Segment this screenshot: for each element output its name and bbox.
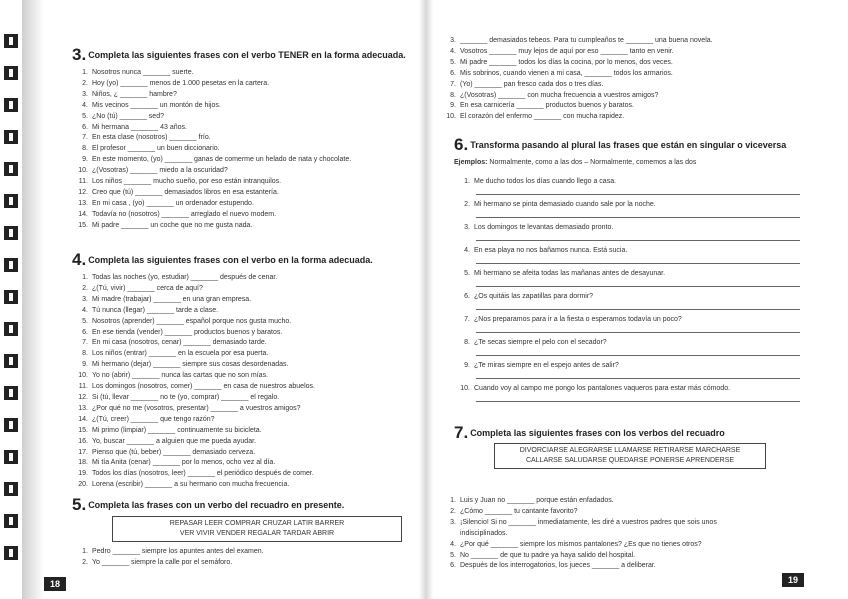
answer-line[interactable] — [476, 326, 800, 333]
exercise-item: 1. Pedro _______ siempre los apuntes antes del examen. — [82, 548, 264, 555]
binding-ring — [4, 354, 18, 368]
binding-ring — [4, 130, 18, 144]
exercise-item: 2. ¿Cómo _______ tu cantante favorito? — [450, 507, 578, 515]
exercise-items — [72, 68, 412, 232]
exercise-item: 6. Mis sobrinos, cuando vienen a mi casa, _______ todos los armarios. — [450, 69, 673, 77]
exercise-item: 2. ¿(Tú, vivir) _______ cerca de aquí? — [82, 284, 203, 292]
exercise-title: 3. Completa las siguientes frases con el verbo TENER en la forma adecuada. — [72, 45, 406, 64]
exercise-item: 4. Vosotros _______ muy lejos de aquí por eso _______ tanto en venir. — [450, 47, 674, 55]
binding-ring — [4, 514, 18, 528]
exercise-item: 15. Mi padre _______ un coche que no me gusta nada. — [78, 221, 253, 229]
answer-line[interactable] — [476, 372, 800, 379]
exercise-items — [72, 547, 412, 569]
exercise-item: 1. Todas las noches (yo, estudiar) _______ después de cenar. — [82, 274, 278, 281]
exercise-item: 2. Mi hermano se pinta demasiado cuando sale por la noche. — [454, 200, 806, 223]
binding-ring — [4, 162, 18, 176]
exercise-item: 10. ¿(Vosotras) _______ miedo a la oscuridad? — [78, 167, 228, 175]
binding-ring — [4, 322, 18, 336]
exercise-item: 9. ¿Te miras siempre en el espejo antes de salir? — [454, 361, 806, 384]
example-line: Ejemplos: Normalmente, como a las dos – Normalmente, comemos a las dos — [454, 159, 697, 166]
page-number: 18 — [44, 577, 66, 591]
exercise-number: 6. — [454, 135, 469, 154]
exercise-number: 3. — [72, 45, 87, 64]
exercise-item: 12. Creo que (tú) _______ demasiados libros en esa estantería. — [78, 188, 279, 196]
answer-line[interactable] — [476, 303, 800, 310]
answer-line[interactable] — [476, 395, 800, 402]
exercise-item: 7. En esta clase (nosotros) _______ frío. — [82, 134, 211, 142]
exercise-item: 13. En mi casa , (yo) _______ un ordenador estupendo. — [78, 199, 254, 207]
exercise-item: 6. Mi hermana _______ 43 años. — [82, 123, 187, 131]
binding-ring — [4, 290, 18, 304]
exercise-item: 2. Hoy (yo) _______ menos de 1.000 pesetas en la cartera. — [82, 79, 270, 87]
exercise-item: 1. Me ducho todos los días cuando llego a casa. — [454, 177, 806, 200]
page-shadow — [22, 0, 44, 599]
exercise-item: 16. Yo, buscar _______ a alguien que me pueda ayudar. — [78, 437, 256, 445]
exercise-item: 6. En ese tienda (vender) _______ productos buenos y baratos. — [82, 328, 283, 336]
exercise-number: 4. — [72, 250, 87, 269]
exercise-item: 3. Niños, ¿ _______ hambre? — [82, 90, 177, 98]
exercise-7-items — [440, 496, 802, 572]
page-number: 19 — [782, 573, 804, 587]
exercise-5 — [72, 495, 412, 569]
answer-line[interactable] — [476, 257, 800, 264]
center-binding — [419, 0, 433, 599]
exercise-5-continued — [440, 36, 800, 123]
exercise-item: 18. Mi tía Anita (cenar) _______ por lo menos, ocho vez al día. — [78, 459, 276, 467]
binding-ring — [4, 546, 18, 560]
answer-line[interactable] — [476, 349, 800, 356]
exercise-item: 8. Los niños (entrar) _______ en la escuela por esa puerta. — [82, 350, 269, 358]
exercise-item: 14. Todavía no (nosotros) _______ arreglado el nuevo modem. — [78, 210, 277, 218]
exercise-item: 13. ¿Por qué no me (vosotros, presentar) _______ a vuestros amigos? — [78, 404, 301, 412]
exercise-title: 5. Completa las frases con un verbo del recuadro en presente. — [72, 495, 345, 514]
exercise-item: 5. ¿No (tú) _______ sed? — [82, 112, 164, 120]
exercise-item: 3. ¡Silencio! Si no _______ inmediatamente, les diré a vuestros padres que sois unos — [450, 518, 717, 526]
binding-ring — [4, 98, 18, 112]
exercise-title: 7. Completa las siguientes frases con los verbos del recuadro — [454, 423, 725, 442]
answer-line[interactable] — [476, 188, 800, 195]
verb-box: DIVORCIARSE ALEGRARSE LLAMARSE RETIRARSE MARCHARSE CALLARSE SALUDARSE QUEDARSE PONERSE APRENDERSE — [494, 443, 766, 469]
exercise-item: 3. Los domingos te levantas demasiado pronto. — [454, 223, 806, 246]
exercise-item: 20. Lorena (escribir) _______ a su hermano con mucha frecuencia. — [78, 481, 290, 489]
exercise-item: 9. Mi hermano (dejar) _______ siempre sus cosas desordenadas. — [82, 361, 289, 369]
exercise-6 — [454, 135, 806, 407]
exercise-item: 1. Nosotros nunca _______ suerte. — [82, 69, 194, 76]
binding-ring — [4, 66, 18, 80]
verb-box: REPASAR LEER COMPRAR CRUZAR LATIR BARRER VER VIVIR VENDER REGALAR TARDAR ABRIR — [112, 516, 402, 542]
exercise-item: 8. ¿(Vosotras) _______ con mucha frecuencia a vuestros amigos? — [450, 91, 659, 99]
exercise-item: 1. Luis y Juan no _______ porque están enfadados. — [450, 497, 614, 504]
binding-ring — [4, 226, 18, 240]
exercise-number: 7. — [454, 423, 469, 442]
exercise-item: 8. El profesor _______ un buen diccionario. — [82, 145, 220, 153]
exercise-item: 3. Mi madre (trabajar) _______ en una gran empresa. — [82, 295, 252, 303]
exercise-item: 2. Yo _______ siempre la calle por el semáforo. — [82, 558, 233, 566]
right-page — [440, 0, 810, 599]
exercise-7 — [454, 423, 806, 469]
exercise-item: 5. Mi padre _______ todos los días la cocina, por lo menos, dos veces. — [450, 58, 673, 66]
binding-ring — [4, 258, 18, 272]
answer-line[interactable] — [476, 280, 800, 287]
exercise-item: 11. Los niños _______ mucho sueño, por eso están intranquilos. — [78, 178, 282, 186]
exercise-item: 9. En esa carnicería _______ productos buenos y baratos. — [450, 102, 634, 110]
exercise-item: 7. ¿Nos preparamos para ir a la fiesta o esperamos todavía un poco? — [454, 315, 806, 338]
exercise-item: 10. Yo no (abrir) _______ nunca las cartas que no son mías. — [78, 372, 269, 380]
exercise-items — [72, 273, 412, 491]
exercise-item: 7. (Yo) _______ pan fresco cada dos o tres días. — [450, 80, 604, 88]
exercise-item: 6. Después de los interrogatorios, los jueces _______ a deliberar. — [450, 562, 656, 570]
exercise-item: 6. ¿Os quitáis las zapatillas para dormir? — [454, 292, 806, 315]
exercise-item: 4. Mis vecinos _______ un montón de hijos. — [82, 101, 221, 109]
exercise-item: 10. El corazón del enfermo _______ con mucha rapidez. — [446, 113, 625, 121]
exercise-4 — [72, 250, 412, 491]
binding-ring — [4, 386, 18, 400]
exercise-item: 10. Cuando voy al campo me pongo los pantalones vaqueros para estar más cómodo. — [454, 384, 806, 407]
binding-ring — [4, 482, 18, 496]
exercise-item: 19. Todos los días (nosotros, leer) _______ el periódico después de comer. — [78, 470, 314, 478]
exercise-title: 4. Completa las siguientes frases con el verbo en la forma adecuada. — [72, 250, 373, 269]
exercise-3 — [72, 45, 412, 232]
exercise-item: 9. En este momento, (yo) _______ ganas de comerme un helado de nata y chocolate. — [82, 156, 352, 164]
exercise-item: 5. Mi hermano se afeita todas las mañanas antes de desayunar. — [454, 269, 806, 292]
exercise-item: 7. En mi casa (nosotros, cenar) _______ demasiado tarde. — [82, 339, 267, 347]
exercise-item: 5. No _______ de que tu padre ya haya salido del hospital. — [450, 551, 636, 559]
exercise-item: 5. Nosotros (aprender) _______ español porque nos gusta mucho. — [82, 317, 292, 325]
binding-ring — [4, 418, 18, 432]
exercise-item: 14. ¿(Tú, creer) _______ que tengo razón? — [78, 415, 215, 423]
exercise-item: 15. Mi primo (limpiar) _______ continuamente su bicicleta. — [78, 426, 262, 434]
binding-ring — [4, 194, 18, 208]
left-page — [44, 0, 416, 599]
spiral-binding — [0, 20, 22, 590]
exercise-item: 8. ¿Te secas siempre el pelo con el secador? — [454, 338, 806, 361]
exercise-item: 3. _______ demasiados tebeos. Para tu cumpleaños te _______ una buena novela. — [450, 37, 713, 44]
exercise-item: 12. Si (tú, llevar _______ no te (yo, comprar) _______ el regalo. — [78, 393, 280, 401]
exercise-title: 6. Transforma pasando al plural las frases que están en singular o viceversa — [454, 135, 787, 154]
exercise-item: 4. Tú nunca (llegar) _______ tarde a clase. — [82, 306, 219, 314]
answer-line[interactable] — [476, 234, 800, 241]
exercise-item: 17. Pienso que (tú, beber) _______ demasiado cerveza. — [78, 448, 256, 456]
exercise-item: 4. En esa playa no nos bañamos nunca. Está sucia. — [454, 246, 806, 269]
binding-ring — [4, 450, 18, 464]
exercise-item: 4. ¿Por qué _______ siempre los mismos pantalones? ¿Es que no tienes otros? — [450, 540, 702, 548]
answer-line[interactable] — [476, 211, 800, 218]
exercise-item: 11. Los domingos (nosotros, comer) _______ en casa de nuestros abuelos. — [78, 383, 315, 391]
exercise-item: indisciplinados. — [460, 529, 508, 537]
binding-ring — [4, 34, 18, 48]
exercise-number: 5. — [72, 495, 87, 514]
exercise-items — [454, 177, 806, 407]
